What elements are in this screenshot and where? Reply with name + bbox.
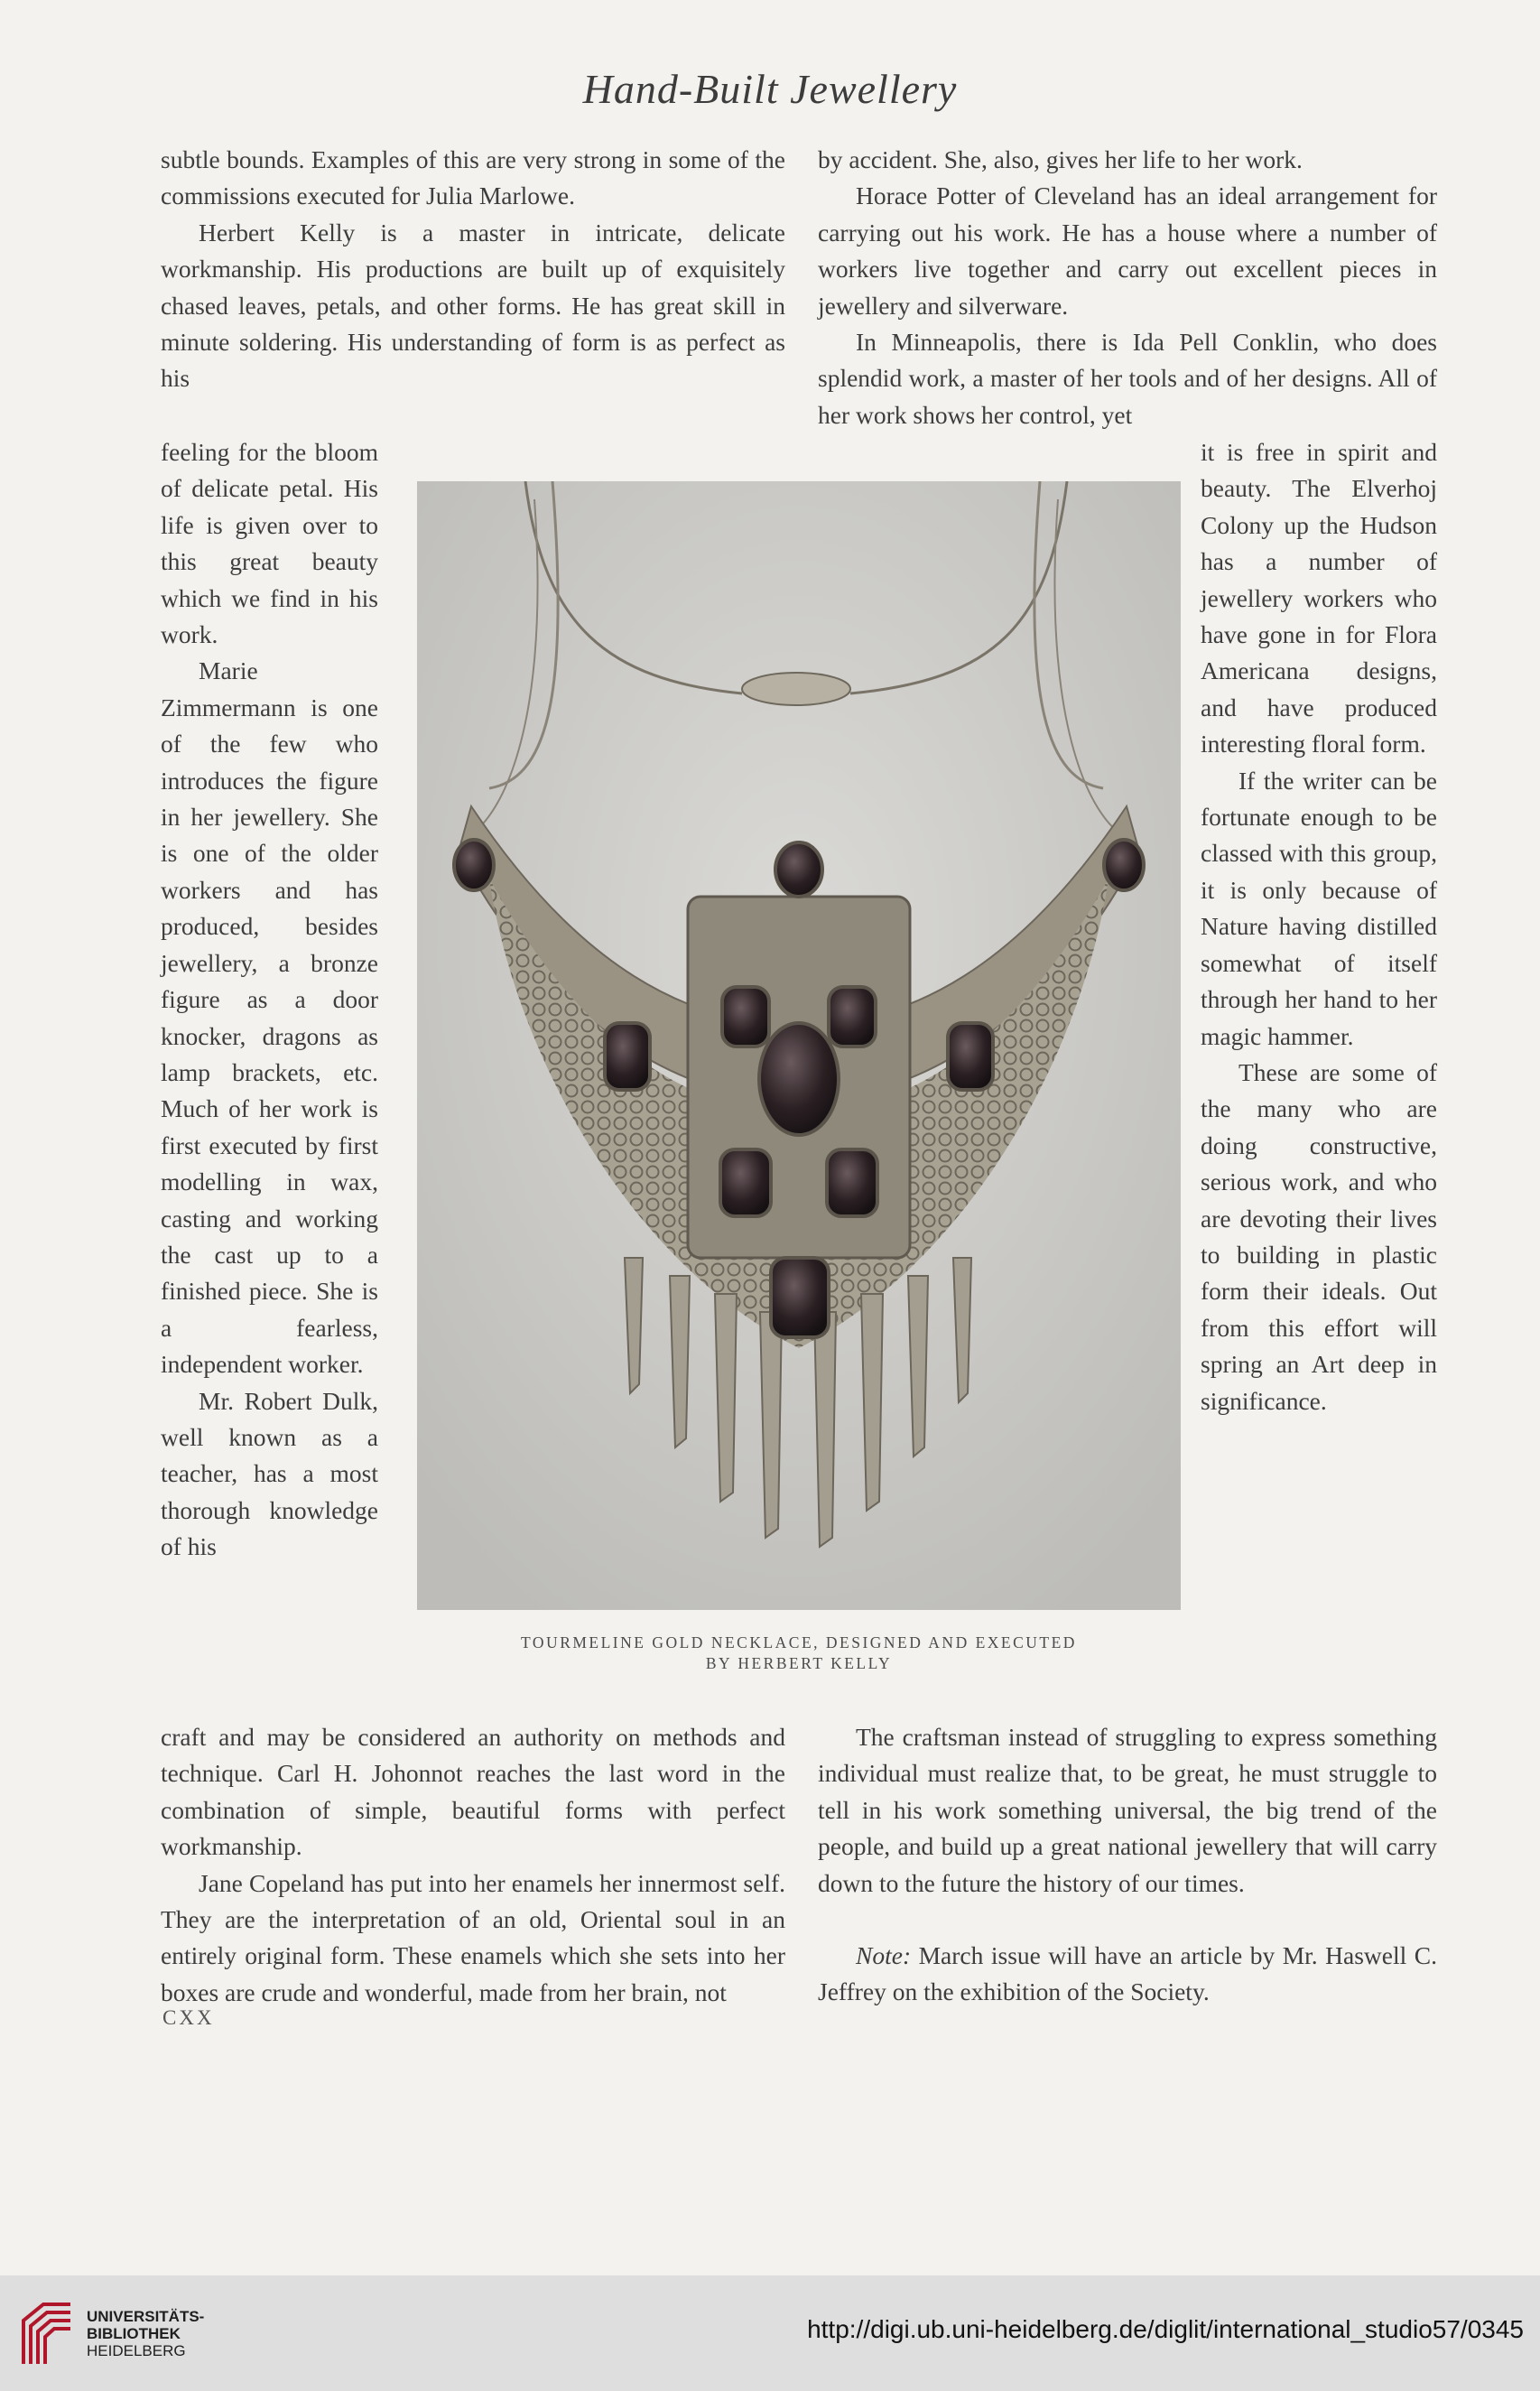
paragraph: Mr. Robert Dulk, well known as a teacher, has a most thorough knowledge of his — [161, 1386, 378, 1561]
paragraph: craft and may be considered an authority on methods and technique. Carl H. Johonnot reaches the last word in the combination of simple, beautiful forms with perfect workmanship. — [161, 1723, 785, 1861]
note-label: Note: — [856, 1941, 912, 1970]
library-logo-icon — [18, 2301, 76, 2366]
source-url[interactable]: http://digi.ub.uni-heidelberg.de/diglit/international_studio57/0345 — [807, 2315, 1524, 2343]
paragraph: it is free in spirit and beauty. The Elverhoj Colony up the Hudson has a number of jewellery workers who have gone in for Flora Americana designs, and have produced interesting floral form. — [1201, 438, 1437, 758]
paragraph: by accident. She, also, gives her life to her work. — [818, 145, 1303, 173]
page-title: Hand-Built Jewellery — [582, 66, 958, 112]
paragraph: Jane Copeland has put into her enamels her innermost self. They are the interpretation of an old, Oriental soul in an entirely original form. These enamels which she sets into her boxes are crude and wonderful, made from her brain, not — [161, 1868, 785, 2006]
library-name-line: UNIVERSITÄTS- — [87, 2308, 205, 2325]
paragraph: Horace Potter of Cleveland has an ideal arrangement for carrying out his work. He has a house where a number of workers live together and carry out excellent pieces in jewellery and silverware. — [818, 181, 1437, 320]
left-column-bottom — [161, 1719, 785, 2011]
paragraph: The craftsman instead of struggling to express something individual must realize that, to be great, he must struggle to tell in his work something universal, the big trend of the people, and build up a great national jewellery that will carry down to the future the history of our times. — [818, 1723, 1437, 1897]
library-name — [87, 2308, 204, 2359]
right-column-beside-figure — [1201, 434, 1437, 1419]
library-name-line: HEIDELBERG — [87, 2342, 186, 2359]
library-name-line: BIBLIOTHEK — [87, 2325, 181, 2342]
caption-line: BY HERBERT KELLY — [705, 1654, 893, 1672]
editor-note — [818, 1938, 1437, 2011]
right-column-bottom — [818, 1719, 1437, 2011]
necklace-illustration — [417, 481, 1181, 1610]
paragraph: If the writer can be fortunate enough to be classed with this group, it is only because of Nature having distilled somewhat of itself through her hand to her magic hammer. — [1201, 766, 1437, 1050]
paragraph: subtle bounds. Examples of this are very strong in some of the commissions executed for Julia Marlowe. — [161, 145, 785, 210]
necklace-photograph — [417, 481, 1181, 1610]
left-column-beside-figure — [161, 434, 378, 1566]
paragraph: These are some of the many who are doing constructive, serious work, and who are devoting their lives to building in plastic form their ideals. Out from this effort will spring an Art deep in significance. — [1201, 1057, 1437, 1415]
caption-line: TOURMELINE GOLD NECKLACE, DESIGNED AND EXECUTED — [521, 1633, 1077, 1651]
page-number: CXX — [162, 2006, 215, 2029]
paragraph: In Minneapolis, there is Ida Pell Conklin, who does splendid work, a master of her tools and of her designs. All of her work shows her control, yet — [818, 328, 1437, 429]
left-column-top — [161, 142, 785, 397]
right-column-top — [818, 142, 1437, 433]
paragraph: feeling for the bloom of delicate petal. His life is given over to this great beauty which we find in his work. — [161, 438, 378, 649]
note-text: March issue will have an article by Mr. Haswell C. Jeffrey on the exhibition of the Society. — [818, 1941, 1437, 2006]
paragraph: Herbert Kelly is a master in intricate, delicate workmanship. His productions are built up of exquisitely chased leaves, petals, and other forms. He has great skill in minute soldering. His understanding of form is as perfect as his — [161, 218, 785, 393]
figure-caption — [417, 1633, 1181, 1674]
paragraph: Marie Zimmermann is one of the few who introduces the figure in her jewellery. She is one of the older workers and has produced, besides jewellery, a bronze figure as a door knocker, dragons as lamp brackets, etc. Much of her work is first executed by first modelling in wax, casting and working the cast up to a finished piece. She is a fearless, independent worker. — [161, 656, 378, 1379]
footer-bar — [0, 2275, 1540, 2391]
